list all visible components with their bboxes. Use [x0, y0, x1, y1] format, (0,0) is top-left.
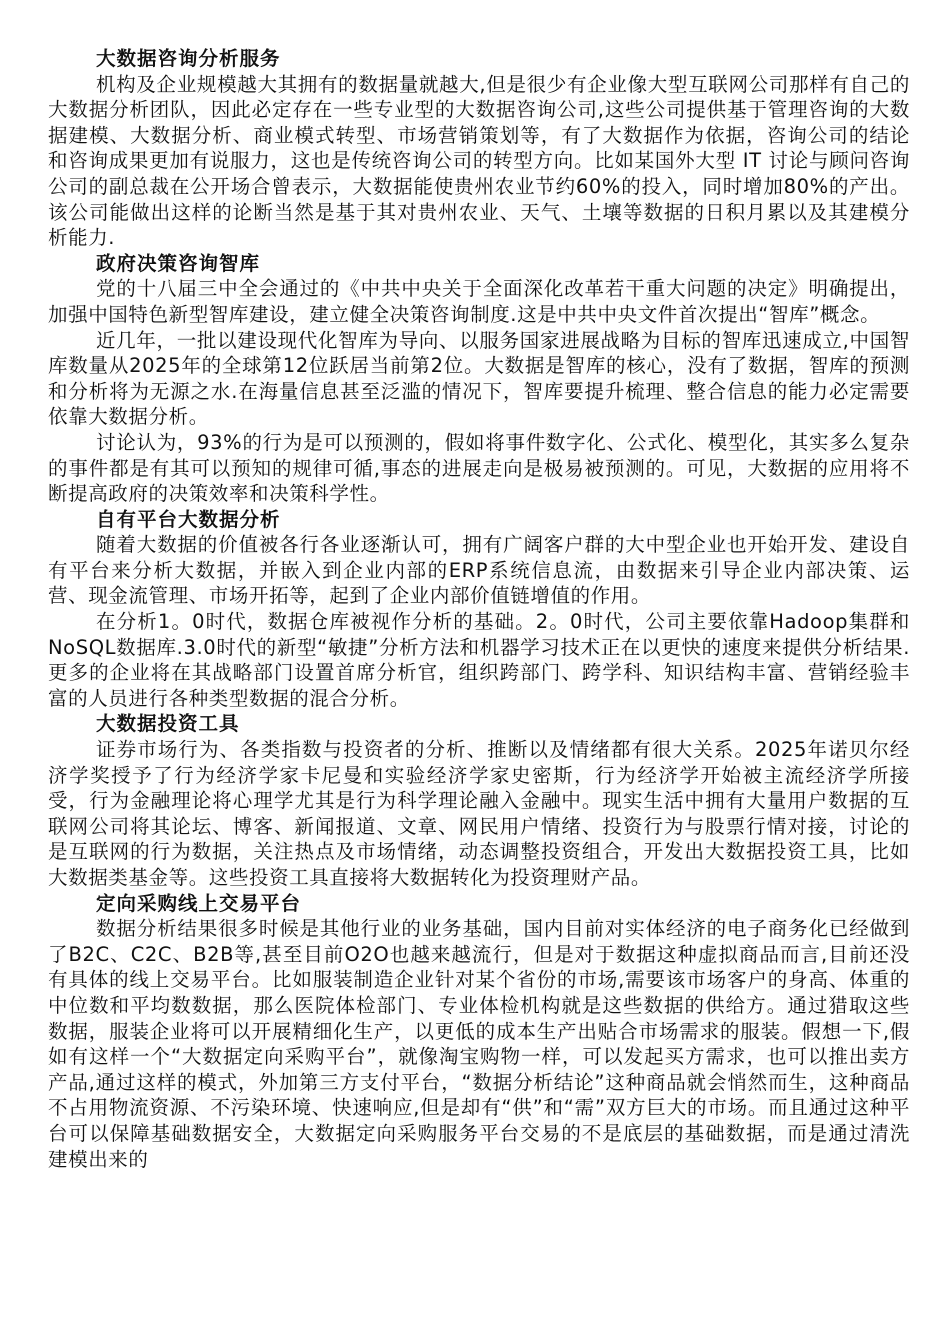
- section-heading: 政府决策咨询智库: [96, 251, 261, 275]
- section-heading: 大数据投资工具: [96, 712, 240, 736]
- paragraph: 机构及企业规模越大其拥有的数据量就越大,但是很少有企业像大型互联网公司那样有自己的大数据分析团队，因此必定存在一些专业型的大数据咨询公司,这些公司提供基于管理咨询的大数据建模、大数据分析、商业模式转型、市场营销策划等，有了大数据作为依据，咨询公司的结论和咨询成果更加有说服力，这也是传统咨询公司的转型方向。比如某国外大型 IT 讨论与顾问咨询公司的副总裁在公开场合曾表示，大数据能使贵州农业节约60%的投入，同时增加80%的产出。该公司能做出这样的论断当然是基于其对贵州农业、天气、土壤等数据的日积月累以及其建模分析能力.: [48, 72, 910, 250]
- section-government-think-tank: [48, 251, 910, 507]
- section-heading: 大数据咨询分析服务: [96, 47, 281, 70]
- section-procurement-platform: [48, 891, 910, 1173]
- section-consulting-services: [48, 46, 910, 251]
- section-investment-tools: [48, 711, 910, 890]
- paragraph: 近几年，一批以建设现代化智库为导向、以服务国家进展战略为目标的智库迅速成立,中国智库数量从2025年的全球第12位跃居当前第2位。大数据是智库的核心，没有了数据，智库的预测和分析将为无源之水.在海量信息甚至泛滥的情况下，智库要提升梳理、整合信息的能力必定需要依靠大数据分析。: [48, 328, 910, 429]
- paragraph: 数据分析结果很多时候是其他行业的业务基础，国内目前对实体经济的电子商务化已经做到了B2C、C2C、B2B等,甚至目前O2O也越来越流行，但是对于数据这种虚拟商品而言,目前还没有具体的线上交易平台。比如服装制造企业针对某个省份的市场,需要该市场客户的身高、体重的中位数和平均数数据，那么医院体检部门、专业体检机构就是这些数据的供给方。通过猎取这些数据，服装企业将可以开展精细化生产，以更低的成本生产出贴合市场需求的服装。假想一下,假如有这样一个“大数据定向采购平台”，就像淘宝购物一样，可以发起买方需求，也可以推出卖方产品,通过这样的模式，外加第三方支付平台，“数据分析结论”这种商品就会悄然而生，这种商品不占用物流资源、不污染环境、快速响应,但是却有“供”和“需”双方巨大的市场。而且通过这种平台可以保障基础数据安全，大数据定向采购服务平台交易的不是底层的基础数据，而是通过清洗建模出来的: [48, 917, 910, 1171]
- section-own-platform-analysis: [48, 507, 910, 712]
- paragraph: 讨论认为，93%的行为是可以预测的，假如将事件数字化、公式化、模型化，其实多么复杂的事件都是有其可以预知的规律可循,事态的进展走向是极易被预测的。可见，大数据的应用将不断提高政府的决策效率和决策科学性。: [48, 430, 910, 506]
- paragraph: 在分析1。0时代，数据仓库被视作分析的基础。2。0时代，公司主要依靠Hadoop集群和NoSQL数据库.3.0时代的新型“敏捷”分析方法和机器学习技术正在以更快的速度来提供分析结果.更多的企业将在其战略部门设置首席分析官，组织跨部门、跨学科、知识结构丰富、营销经验丰富的人员进行各种类型数据的混合分析。: [48, 610, 910, 710]
- section-heading: 定向采购线上交易平台: [96, 891, 302, 915]
- paragraph: 随着大数据的价值被各行各业逐渐认可，拥有广阔客户群的大中型企业也开始开发、建设自有平台来分析大数据，并嵌入到企业内部的ERP系统信息流，由数据来引导企业内部决策、运营、现金流管理、市场开拓等，起到了企业内部价值链增值的作用。: [48, 533, 910, 608]
- section-heading: 自有平台大数据分析: [96, 507, 281, 531]
- paragraph: 党的十八届三中全会通过的《中共中央关于全面深化改革若干重大问题的决定》明确提出，加强中国特色新型智库建设，建立健全决策咨询制度.这是中共中央文件首次提出“智库”概念。: [48, 277, 910, 326]
- paragraph: 证券市场行为、各类指数与投资者的分析、推断以及情绪都有很大关系。2025年诺贝尔经济学奖授予了行为经济学家卡尼曼和实验经济学家史密斯，行为经济学开始被主流经济学所接受，行为金融理论将心理学尤其是行为科学理论融入金融中。现实生活中拥有大量用户数据的互联网公司将其论坛、博客、新闻报道、文章、网民用户情绪、投资行为与股票行情对接，讨论的是互联网的行为数据，关注热点及市场情绪，动态调整投资组合，开发出大数据投资工具，比如大数据类基金等。这些投资工具直接将大数据转化为投资理财产品。: [48, 738, 910, 889]
- document-page: [48, 46, 910, 1172]
